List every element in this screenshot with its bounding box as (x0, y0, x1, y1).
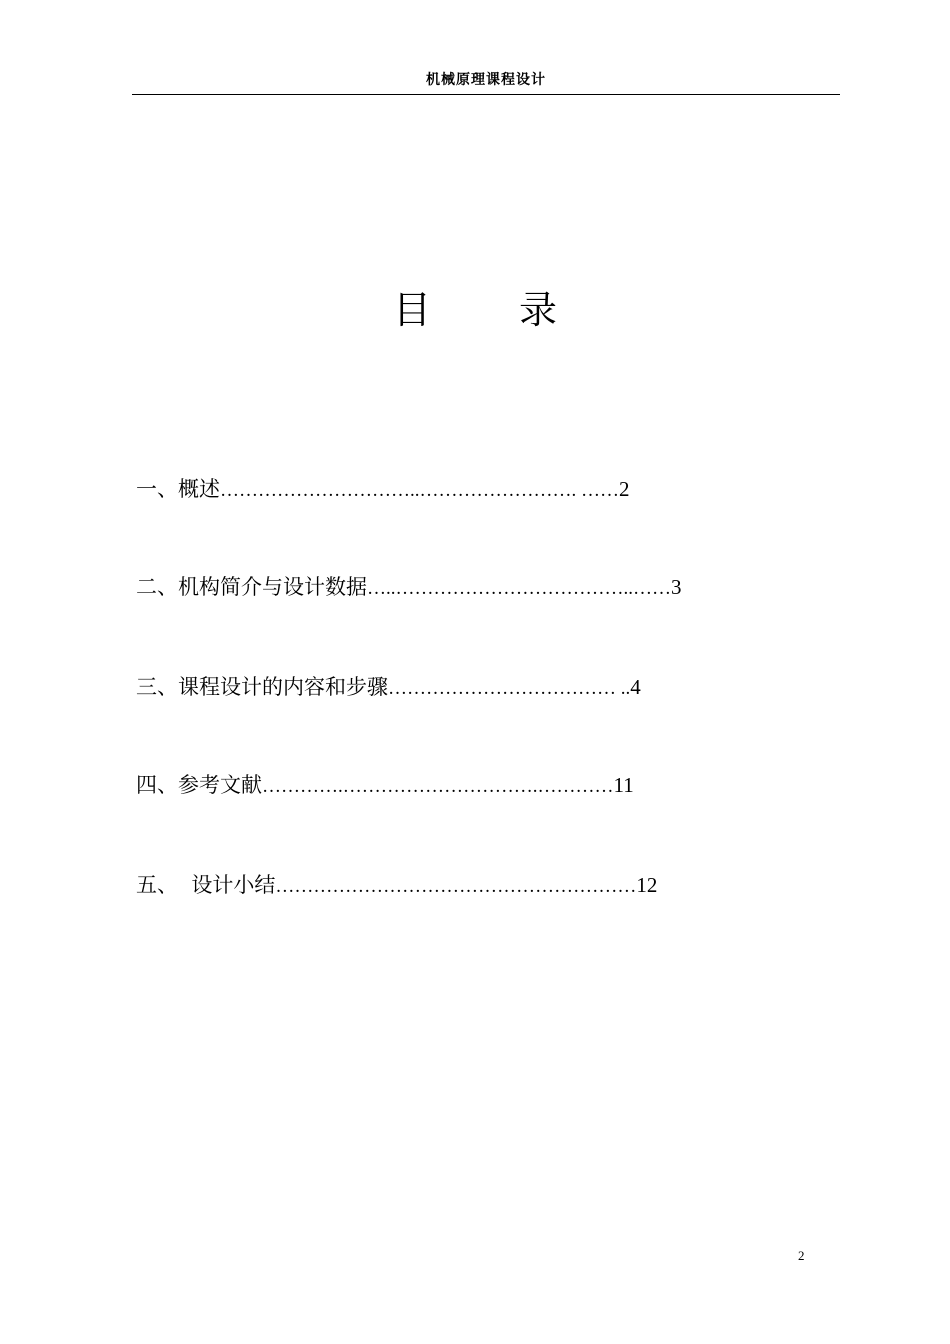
toc-entry-label: 五、 设计小结 (136, 873, 276, 897)
toc-entry-page: 2 (619, 477, 630, 501)
toc-entry-leader: …………………………..……………………. …… (220, 480, 619, 501)
toc-entry-1[interactable] (136, 474, 630, 506)
toc-entry-3[interactable] (136, 672, 641, 704)
toc-entry-leader: ………………………………………………… (275, 876, 637, 897)
toc-entry-label: 一、概述 (136, 477, 220, 501)
toc-entry-label: 二、机构简介与设计数据 (136, 575, 367, 599)
page-header (132, 68, 840, 95)
toc-title (0, 282, 950, 338)
page-number: 2 (798, 1248, 805, 1263)
toc-entry-label: 三、课程设计的内容和步骤 (136, 675, 388, 699)
toc-entry-page: 4 (630, 675, 641, 699)
toc-entry-leader: …..………………………………..…… (367, 578, 671, 599)
toc-entry-page: 11 (613, 773, 634, 797)
toc-entry-4[interactable] (136, 770, 634, 802)
header-title: 机械原理课程设计 (426, 72, 546, 88)
toc-entry-leader: ………….………………………….………… (262, 776, 614, 797)
toc-title-char-2: 录 (519, 288, 558, 332)
toc-entry-label: 四、参考文献 (136, 773, 262, 797)
toc-title-char-1: 目 (392, 288, 431, 332)
toc-entry-leader: ……………………………… .. (388, 678, 631, 699)
toc-entry-5[interactable] (136, 870, 657, 902)
toc-entry-page: 12 (636, 873, 658, 897)
toc-entry-2[interactable] (136, 572, 682, 604)
toc-entry-page: 3 (671, 575, 682, 599)
